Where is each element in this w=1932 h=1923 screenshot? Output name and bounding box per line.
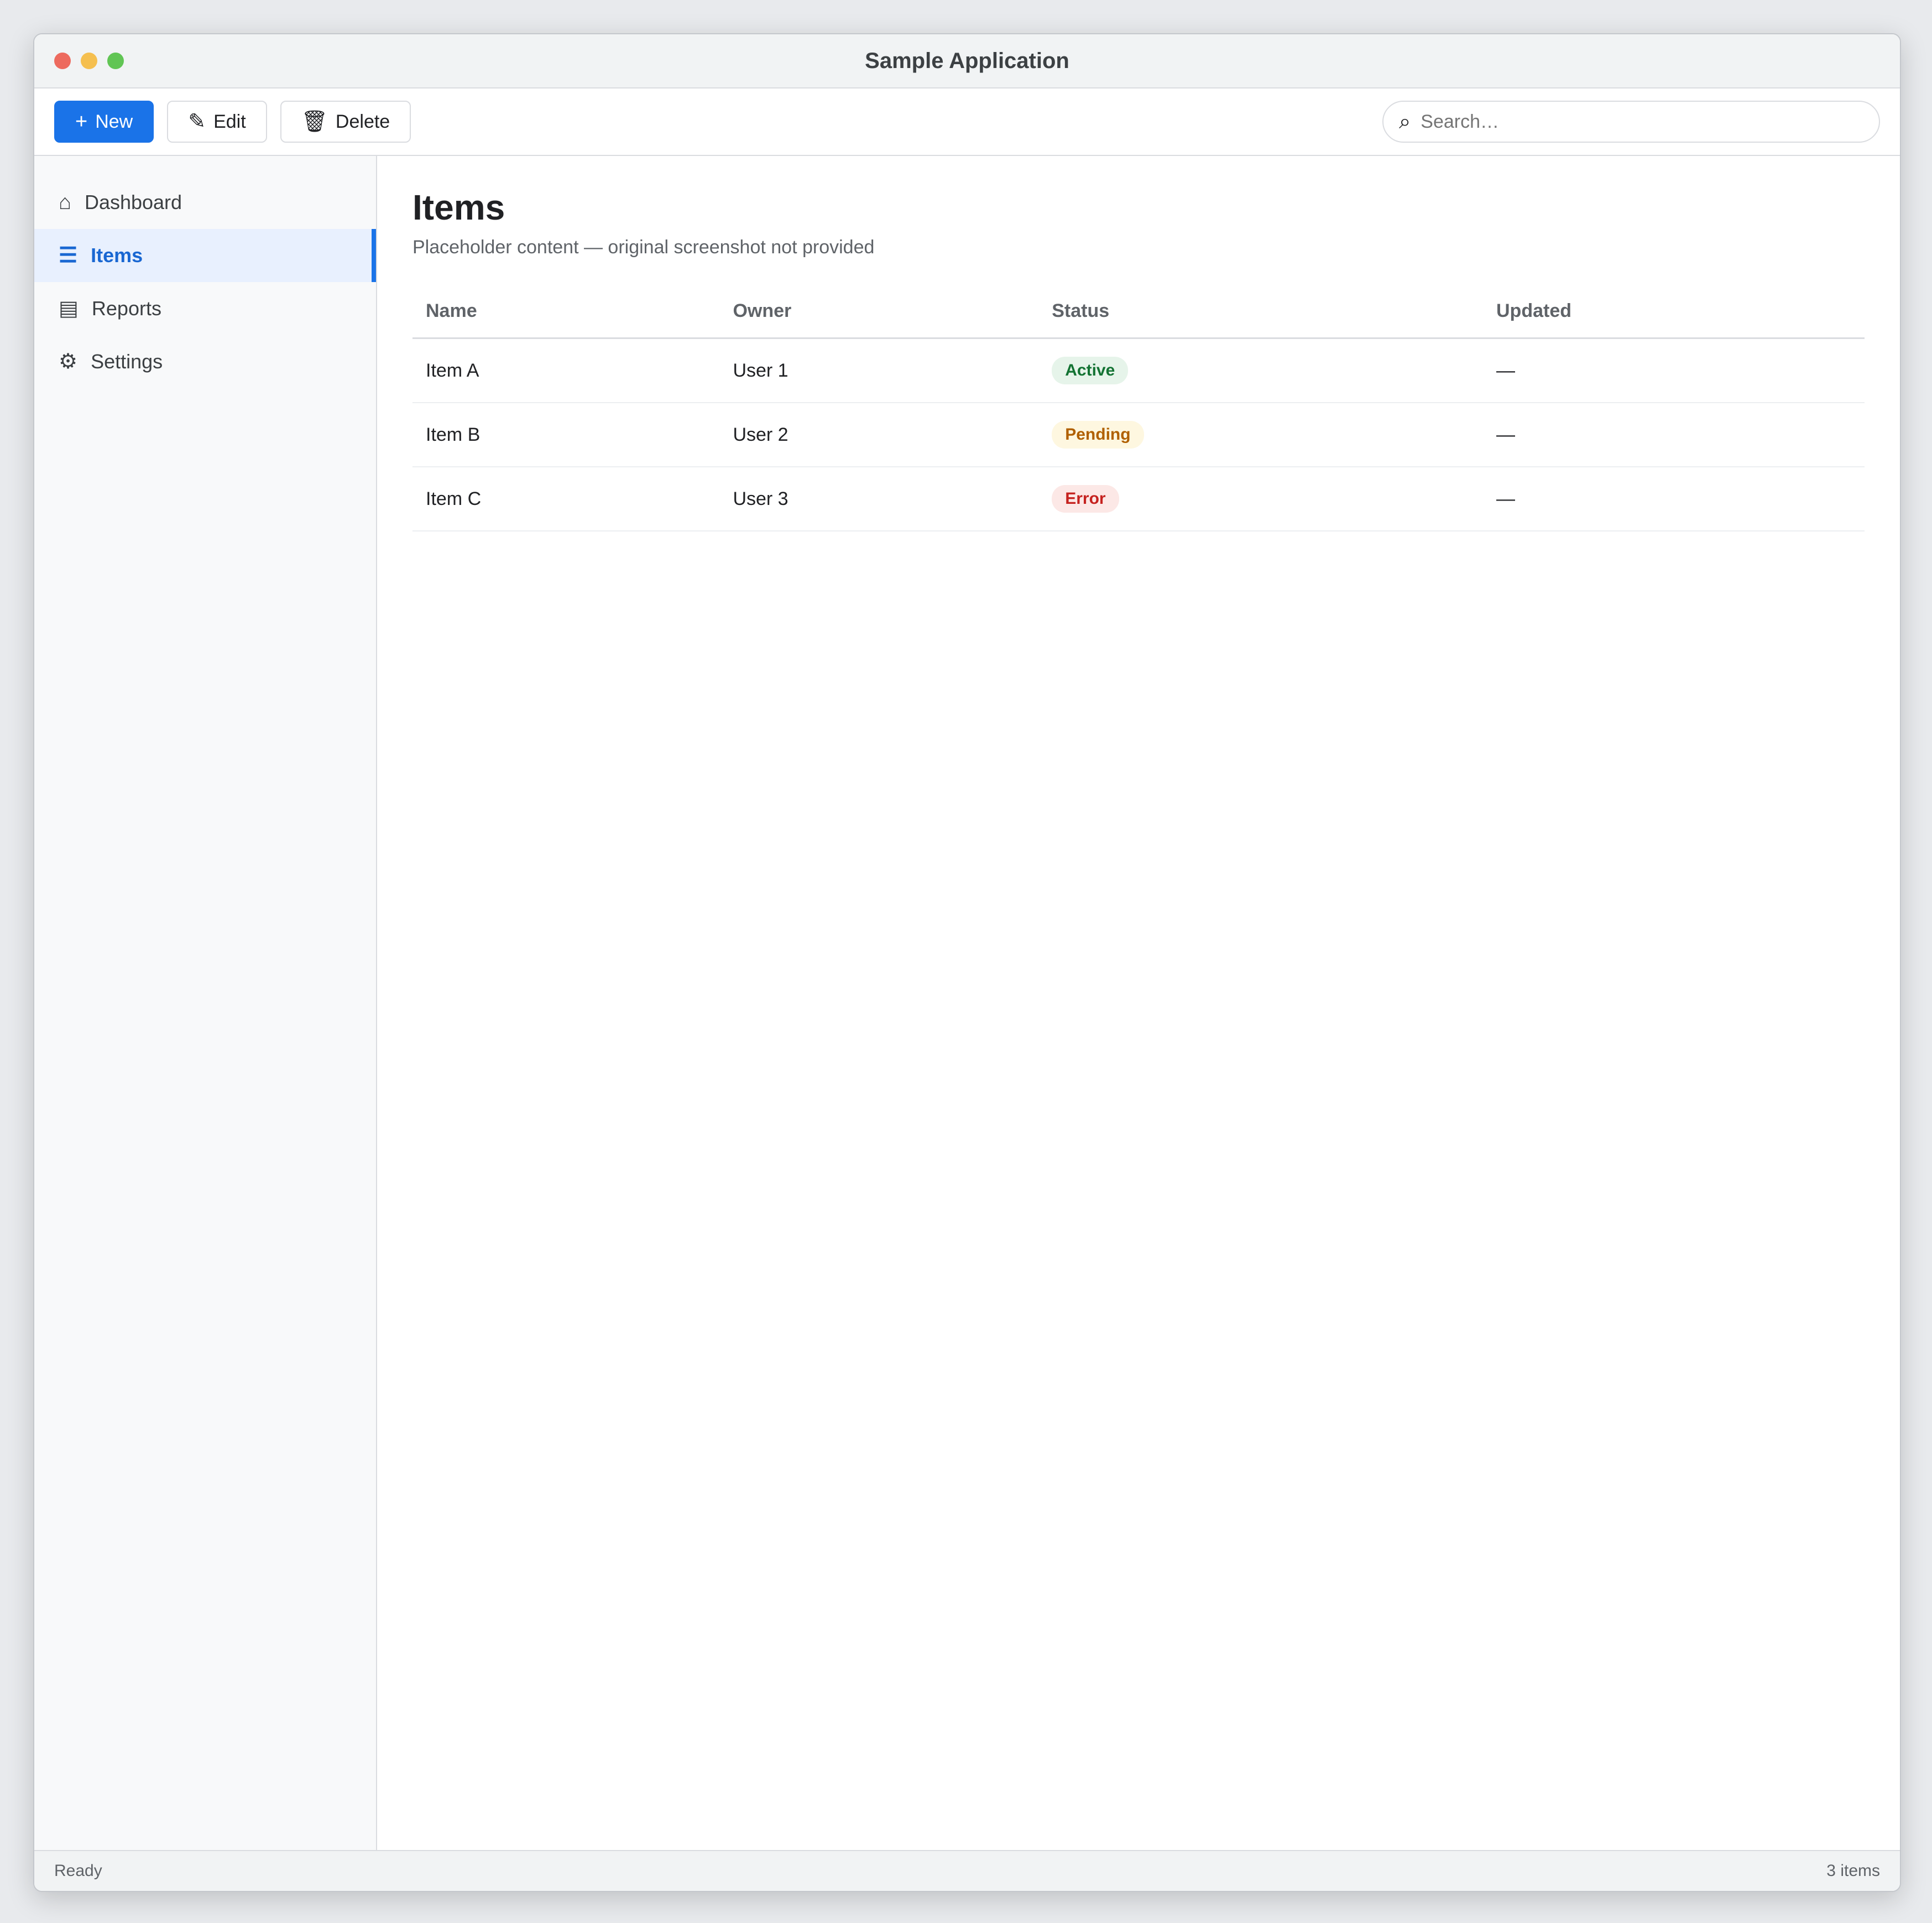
cell-name: Item B bbox=[412, 403, 719, 467]
column-header[interactable]: Status bbox=[1038, 285, 1483, 338]
status-badge: Active bbox=[1052, 357, 1128, 384]
cell-owner: User 1 bbox=[719, 338, 1038, 403]
main-panel bbox=[377, 156, 1900, 1850]
search-box bbox=[1382, 101, 1880, 143]
table-row[interactable] bbox=[412, 467, 1865, 531]
chart-icon: ▤ bbox=[59, 297, 79, 320]
table-row[interactable] bbox=[412, 338, 1865, 403]
cell-status bbox=[1038, 403, 1483, 467]
window-title: Sample Application bbox=[865, 48, 1069, 73]
sidebar-item-settings[interactable] bbox=[34, 335, 376, 388]
sidebar-item-label: Items bbox=[91, 244, 143, 267]
sidebar bbox=[34, 156, 377, 1850]
cell-status bbox=[1038, 338, 1483, 403]
toolbar bbox=[34, 88, 1900, 156]
sidebar-item-dashboard[interactable] bbox=[34, 176, 376, 229]
close-window-button[interactable] bbox=[54, 53, 71, 69]
page-title: Items bbox=[412, 187, 505, 227]
items-table bbox=[412, 285, 1865, 531]
title-bar bbox=[34, 34, 1900, 88]
list-icon: ☰ bbox=[59, 244, 78, 267]
status-bar bbox=[34, 1850, 1900, 1891]
pencil-icon: ✎ bbox=[188, 110, 206, 133]
delete-button-label: Delete bbox=[335, 111, 390, 132]
search-icon: ⌕ bbox=[1399, 110, 1411, 133]
cell-name: Item A bbox=[412, 338, 719, 403]
status-text: Ready bbox=[54, 1862, 102, 1880]
delete-button[interactable] bbox=[280, 101, 411, 143]
column-header[interactable]: Updated bbox=[1483, 285, 1865, 338]
table-row[interactable] bbox=[412, 403, 1865, 467]
plus-icon: + bbox=[75, 110, 88, 133]
status-badge: Error bbox=[1052, 485, 1119, 513]
content-area bbox=[34, 156, 1900, 1850]
home-icon: ⌂ bbox=[59, 191, 71, 214]
sidebar-item-label: Settings bbox=[91, 350, 163, 373]
gear-icon: ⚙ bbox=[59, 350, 78, 373]
sidebar-item-label: Reports bbox=[91, 297, 161, 320]
search-input[interactable] bbox=[1419, 111, 1863, 133]
column-header[interactable]: Owner bbox=[719, 285, 1038, 338]
trash-icon: 🗑 bbox=[301, 110, 328, 133]
cell-owner: User 2 bbox=[719, 403, 1038, 467]
cell-updated: — bbox=[1483, 338, 1865, 403]
cell-status bbox=[1038, 467, 1483, 531]
column-header[interactable]: Name bbox=[412, 285, 719, 338]
sidebar-item-reports[interactable] bbox=[34, 282, 376, 335]
maximize-window-button[interactable] bbox=[107, 53, 124, 69]
new-button[interactable] bbox=[54, 101, 154, 143]
sidebar-item-label: Dashboard bbox=[84, 191, 182, 213]
page-subtitle: Placeholder content — original screenshot not provided bbox=[412, 237, 875, 258]
edit-button-label: Edit bbox=[213, 111, 246, 132]
status-badge: Pending bbox=[1052, 421, 1143, 449]
cell-name: Item C bbox=[412, 467, 719, 531]
sidebar-item-items[interactable] bbox=[34, 229, 376, 282]
minimize-window-button[interactable] bbox=[81, 53, 97, 69]
table-header-row bbox=[412, 285, 1865, 338]
cell-owner: User 3 bbox=[719, 467, 1038, 531]
item-count: 3 items bbox=[1826, 1862, 1880, 1880]
app-window bbox=[33, 33, 1901, 1892]
cell-updated: — bbox=[1483, 467, 1865, 531]
cell-updated: — bbox=[1483, 403, 1865, 467]
new-button-label: New bbox=[95, 111, 133, 132]
edit-button[interactable] bbox=[167, 101, 267, 143]
window-controls bbox=[54, 53, 124, 69]
